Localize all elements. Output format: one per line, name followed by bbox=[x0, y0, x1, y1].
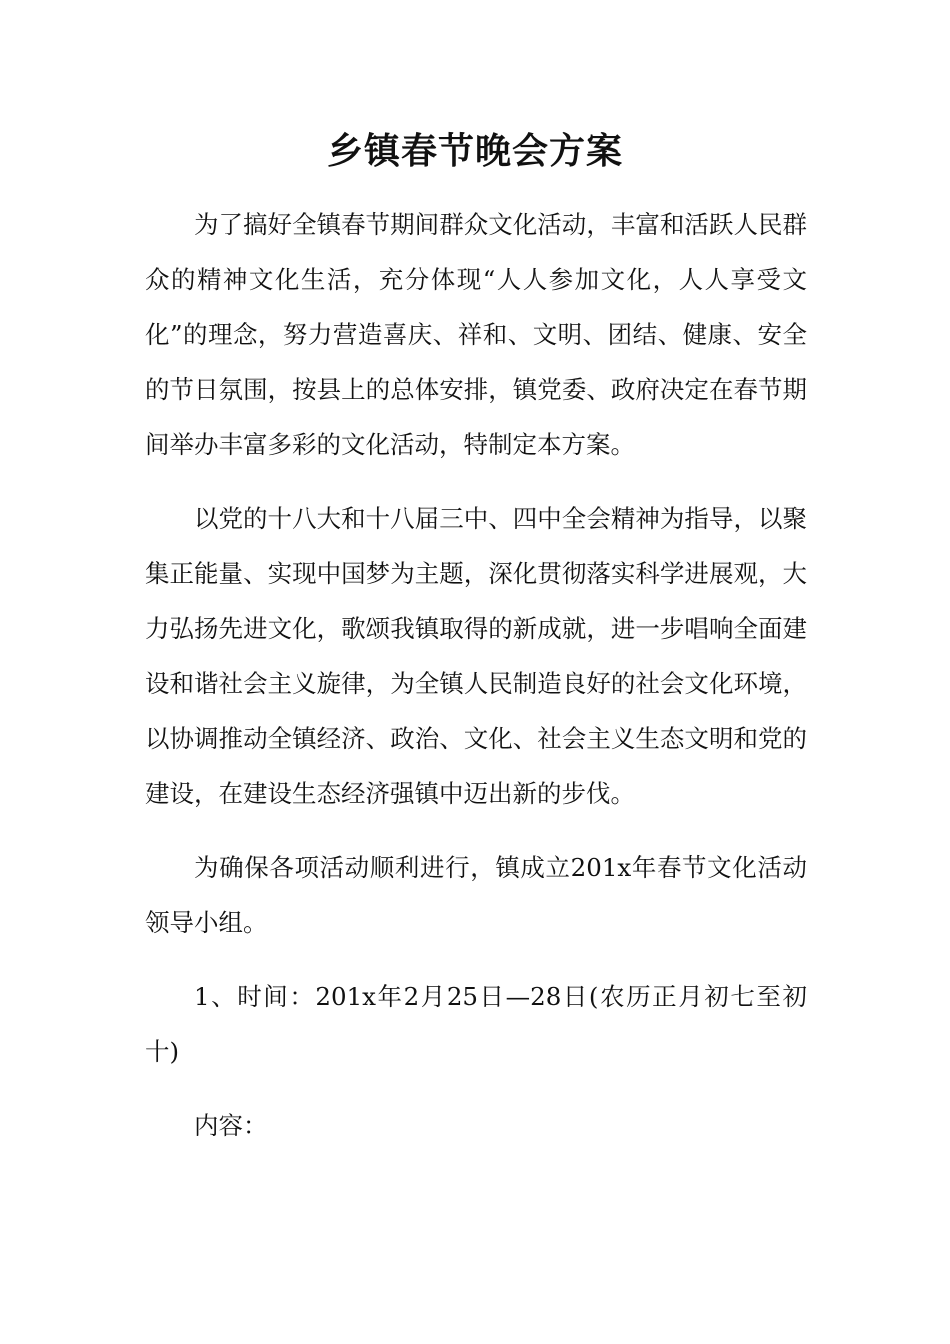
paragraph-time: 1、时间：201x年2月25日—28日(农历正月初七至初十) bbox=[145, 982, 807, 1066]
paragraph-leadership-group: 为确保各项活动顺利进行，镇成立201x年春节文化活动领导小组。 bbox=[145, 853, 807, 937]
paragraph-intro: 为了搞好全镇春节期间群众文化活动，丰富和活跃人民群众的精神文化生活，充分体现“人人参加文化，人人享受文化”的理念，努力营造喜庆、祥和、文明、团结、健康、安全的节日氛围，按县上的总体安排，镇党委、政府决定在春节期间举办丰富多彩的文化活动，特制定本方案。 bbox=[145, 210, 807, 459]
document-body bbox=[145, 197, 807, 1172]
paragraph-guiding-ideology: 以党的十八大和十八届三中、四中全会精神为指导，以聚集正能量、实现中国梦为主题，深化贯彻落实科学进展观，大力弘扬先进文化，歌颂我镇取得的新成就，进一步唱响全面建设和谐社会主义旋律，为全镇人民制造良好的社会文化环境，以协调推动全镇经济、政治、文化、社会主义生态文明和党的建设，在建设生态经济强镇中迈出新的步伐。 bbox=[145, 504, 807, 808]
document-title: 乡镇春节晚会方案 bbox=[326, 131, 623, 172]
paragraph-content-heading: 内容： bbox=[194, 1111, 268, 1140]
